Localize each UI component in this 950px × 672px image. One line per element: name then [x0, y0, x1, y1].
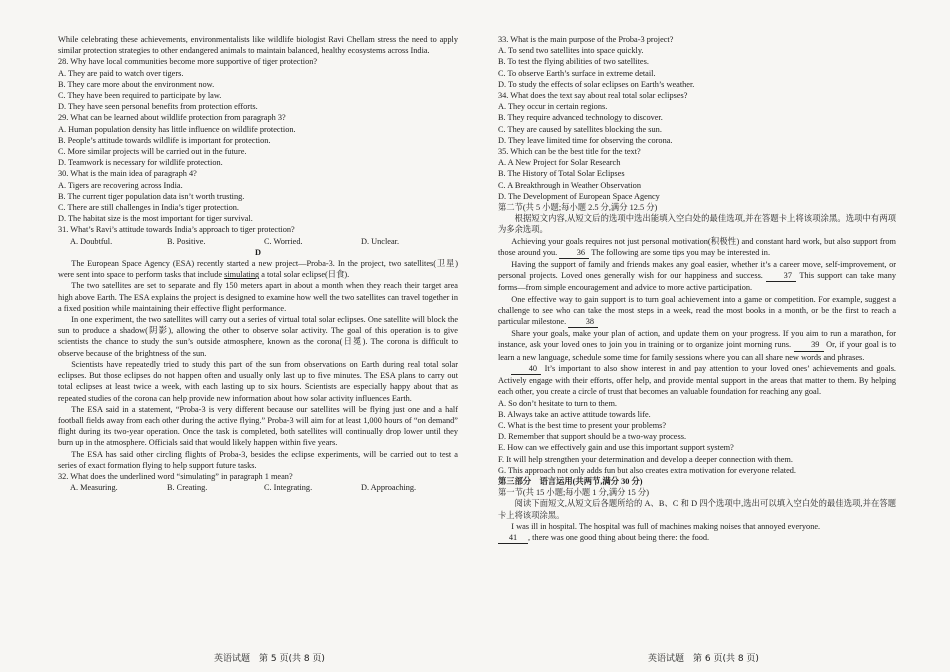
gap-options	[498, 398, 896, 476]
option-31-a: A. Doubtful.	[70, 236, 113, 246]
question-34-stem: 34. What does the text say about real total solar eclipses?	[498, 91, 688, 101]
gap-option-g: G. This approach not only adds fun but also creates extra motivation for everyone related.	[498, 465, 796, 475]
question-32-stem: 32. What does the underlined word “simulating” in paragraph 1 mean?	[58, 471, 293, 481]
question-28	[58, 56, 458, 112]
section-d-heading: D	[255, 247, 261, 257]
question-34	[498, 90, 896, 146]
blank-38: 38	[568, 316, 598, 328]
passage-d-paragraph-6: The ESA has said other circling flights of Proba-3, besides the eclipse experiments, will be carried out to test a series of exact formation flying to help support future tasks.	[58, 449, 458, 470]
blank-40: 40	[511, 363, 541, 375]
option-29-a: A. Human population density has little influence on wildlife protection.	[58, 124, 296, 134]
passage-d-paragraph-3: In one experiment, the two satellites will carry out a series of virtual total solar eclipses. One satellite will block the sun to produce a shadow(阴影), allowing the other to observe solar activity. The goal of this operation is to give scientists the chance to study the sun’s outside atmosphere, known as the corona(日冕). The corona is difficult to observe because of the brightness of the sun.	[58, 315, 458, 358]
option-34-b: B. They require advanced technology to discover.	[498, 113, 663, 123]
option-31-c: C. Worried.	[264, 236, 303, 246]
question-35-stem: 35. Which can be the best title for the text?	[498, 147, 641, 157]
question-31	[58, 224, 458, 246]
option-28-a: A. They are paid to watch over tigers.	[58, 68, 184, 78]
gap-option-e: E. How can we effectively gain and use this important support system?	[498, 443, 734, 453]
left-column	[58, 34, 458, 493]
option-35-c: C. A Breakthrough in Weather Observation	[498, 180, 641, 190]
option-29-d: D. Teamwork is necessary for wildlife protection.	[58, 158, 223, 168]
option-29-b: B. People’s attitude towards wildlife is important for protection.	[58, 135, 271, 145]
gap-paragraph-2: Having the support of family and friends makes any goal easier, whether it’s a career move, self-improvement, or personal projects. Loved ones generally wish for our happiness and success. 37 This support can take many forms—from simple encouragement and advice to more active participation.	[498, 260, 896, 293]
option-30-c: C. There are still challenges in India’s tiger protection.	[58, 203, 239, 213]
blank-39: 39	[794, 339, 824, 351]
option-32-d: D. Approaching.	[361, 483, 417, 493]
question-30-stem: 30. What is the main idea of paragraph 4?	[58, 169, 197, 179]
section-2-instructions: 根据短文内容,从短文后的选项中选出能填入空白处的最佳选项,并在答题卡上将该项涂黑。选项中有两项为多余选项。	[498, 214, 896, 235]
option-31-b: B. Positive.	[167, 236, 206, 246]
question-31-options	[70, 236, 458, 247]
option-28-b: B. They care more about the environment now.	[58, 79, 215, 89]
question-33-stem: 33. What is the main purpose of the Proba-3 project?	[498, 35, 674, 44]
question-29-stem: 29. What can be learned about wildlife protection from paragraph 3?	[58, 113, 286, 123]
question-35	[498, 146, 896, 202]
part-3-section-1-heading: 第一节(共 15 小题;每小题 1 分,满分 15 分)	[498, 488, 649, 498]
gap-paragraph-5: 40 It’s important to also show interest in and pay attention to your loved ones’ achievements and goals. Actively engage with their efforts, offer help, and provide mental support in the areas that matter to them. By helping each other, you create a circle of trust that becomes an valuable foundation for reaching any goal.	[498, 363, 896, 397]
gap-option-c: C. What is the best time to present your problems?	[498, 420, 667, 430]
passage-d-paragraph-4: Scientists have repeatedly tried to study this part of the sun from observations on Earth during real total solar eclipses. But those eclipses do not happen often and usually only last up to five minutes. The ESA plans to carry out total eclipses at least twice a week, with each lasting up to six hours. Scientists are especially happy about that as repeated studies of the corona can help provide new information about how solar activity influences Earth.	[58, 359, 458, 403]
option-31-d: D. Unclear.	[361, 236, 400, 246]
question-32-options	[70, 482, 458, 493]
right-column	[498, 34, 896, 544]
option-33-a: A. To send two satellites into space quickly.	[498, 46, 644, 56]
gap-option-d: D. Remember that support should be a two-way process.	[498, 432, 687, 442]
question-33	[498, 34, 896, 90]
gap-option-b: B. Always take an active attitude towards life.	[498, 409, 651, 419]
question-32	[58, 471, 458, 493]
option-28-c: C. They have been required to participate by law.	[58, 91, 222, 101]
underlined-word: simulating	[224, 270, 260, 280]
passage-d-paragraph-2: The two satellites are set to separate and fly 150 meters apart in about a month when they reach their target area high above Earth. The ESA explains the project is designed to examine how well the two satellites can travel together in a fixed position while maintaining their effective flight performance.	[58, 281, 458, 313]
passage-c-ending: While celebrating these achievements, environmentalists like wildlife biologist Ravi Chellam stress the need to apply similar protection strategies to other endangered animals to maintain balanced, healthy ecosystems across India.	[58, 35, 458, 56]
cloze-paragraph-1: I was ill in hospital. The hospital was full of machines making noises that annoyed everyone.	[511, 521, 821, 531]
section-2-heading: 第二节(共 5 小题;每小题 2.5 分,满分 12.5 分)	[498, 203, 658, 213]
option-34-c: C. They are caused by satellites blocking the sun.	[498, 124, 662, 134]
option-35-a: A. A New Project for Solar Research	[498, 158, 621, 168]
page-footer-left: 英语试题 第 5 页(共 8 页)	[214, 654, 325, 664]
gap-option-f: F. It will help strengthen your determination and develop a deeper connection with them.	[498, 454, 793, 464]
option-33-c: C. To observe Earth’s surface in extreme detail.	[498, 68, 656, 78]
option-32-b: B. Creating.	[167, 483, 208, 493]
part-3-heading: 第三部分 语言运用(共两节,满分 30 分)	[498, 476, 643, 486]
gap-paragraph-1: Achieving your goals requires not just personal motivation(积极性) and constant hard work, but also support from those around you. 36 The following are some tips you may be interested in.	[498, 236, 896, 259]
option-30-a: A. Tigers are recovering across India.	[58, 180, 183, 190]
gap-option-a: A. So don’t hesitate to turn to them.	[498, 398, 617, 408]
option-33-b: B. To test the flying abilities of two satellites.	[498, 57, 649, 67]
blank-41: 41	[498, 532, 528, 544]
cloze-paragraph-2: 41 , there was one good thing about being there: the food.	[498, 532, 896, 544]
option-34-a: A. They occur in certain regions.	[498, 102, 608, 112]
passage-d-paragraph-5: The ESA said in a statement, “Proba-3 is very different because our satellites will be flying just one and a half football fields away from each other during the active flying.” Proba-3 will aim for at least 1,000 hours of “on demand” flight during its two-year operation. Once the task is completed, both satellites will continually drop lower until they burn up in the atmosphere. Officials said that would likely happen within five years.	[58, 404, 458, 448]
part-3-instructions: 阅读下面短文,从短文后各题所给的 A、B、C 和 D 四个选项中,选出可以填入空白处的最佳选项,并在答题卡上将该项涂黑。	[498, 499, 896, 520]
option-32-a: A. Measuring.	[70, 483, 118, 493]
passage-d-paragraph-1: The European Space Agency (ESA) recently started a new project—Proba-3. In the project, two satellites(卫星) were sent into space to perform tasks that include simulating a total solar eclipse(日食).	[58, 259, 458, 280]
option-35-b: B. The History of Total Solar Eclipses	[498, 169, 625, 179]
gap-paragraph-3: One effective way to gain support is to turn goal achievement into a game or competition. For example, suggest a challenge to see who can take the most steps in a week, read the most books in a month, or be the first to reach a particular milestone. 38	[498, 294, 896, 329]
option-30-b: B. The current tiger population data isn’t worth trusting.	[58, 191, 245, 201]
question-30	[58, 168, 458, 224]
option-28-d: D. They have seen personal benefits from protection efforts.	[58, 102, 258, 112]
option-30-d: D. The habitat size is the most important for tiger survival.	[58, 214, 253, 224]
blank-36: 36	[559, 247, 589, 259]
question-29	[58, 112, 458, 168]
gap-paragraph-4: Share your goals, make your plan of action, and update them on your progress. If you aim to run a marathon, for instance, ask your loved ones to join you in training or to organize joint morning runs. 39 Or, if your goal is to learn a new language, schedule some time for family sessions where you can all share new words and phrases.	[498, 329, 896, 362]
question-28-stem: 28. Why have local communities become more supportive of tiger protection?	[58, 57, 318, 67]
option-32-c: C. Integrating.	[264, 483, 313, 493]
blank-37: 37	[766, 270, 796, 282]
option-35-d: D. The Development of European Space Agency	[498, 191, 660, 201]
option-29-c: C. More similar projects will be carried out in the future.	[58, 147, 247, 157]
option-34-d: D. They leave limited time for observing the corona.	[498, 135, 673, 145]
option-33-d: D. To study the effects of solar eclipses on Earth’s weather.	[498, 79, 695, 89]
page-footer-right: 英语试题 第 6 页(共 8 页)	[648, 654, 759, 664]
question-31-stem: 31. What’s Ravi’s attitude towards India’s approach to tiger protection?	[58, 225, 295, 235]
